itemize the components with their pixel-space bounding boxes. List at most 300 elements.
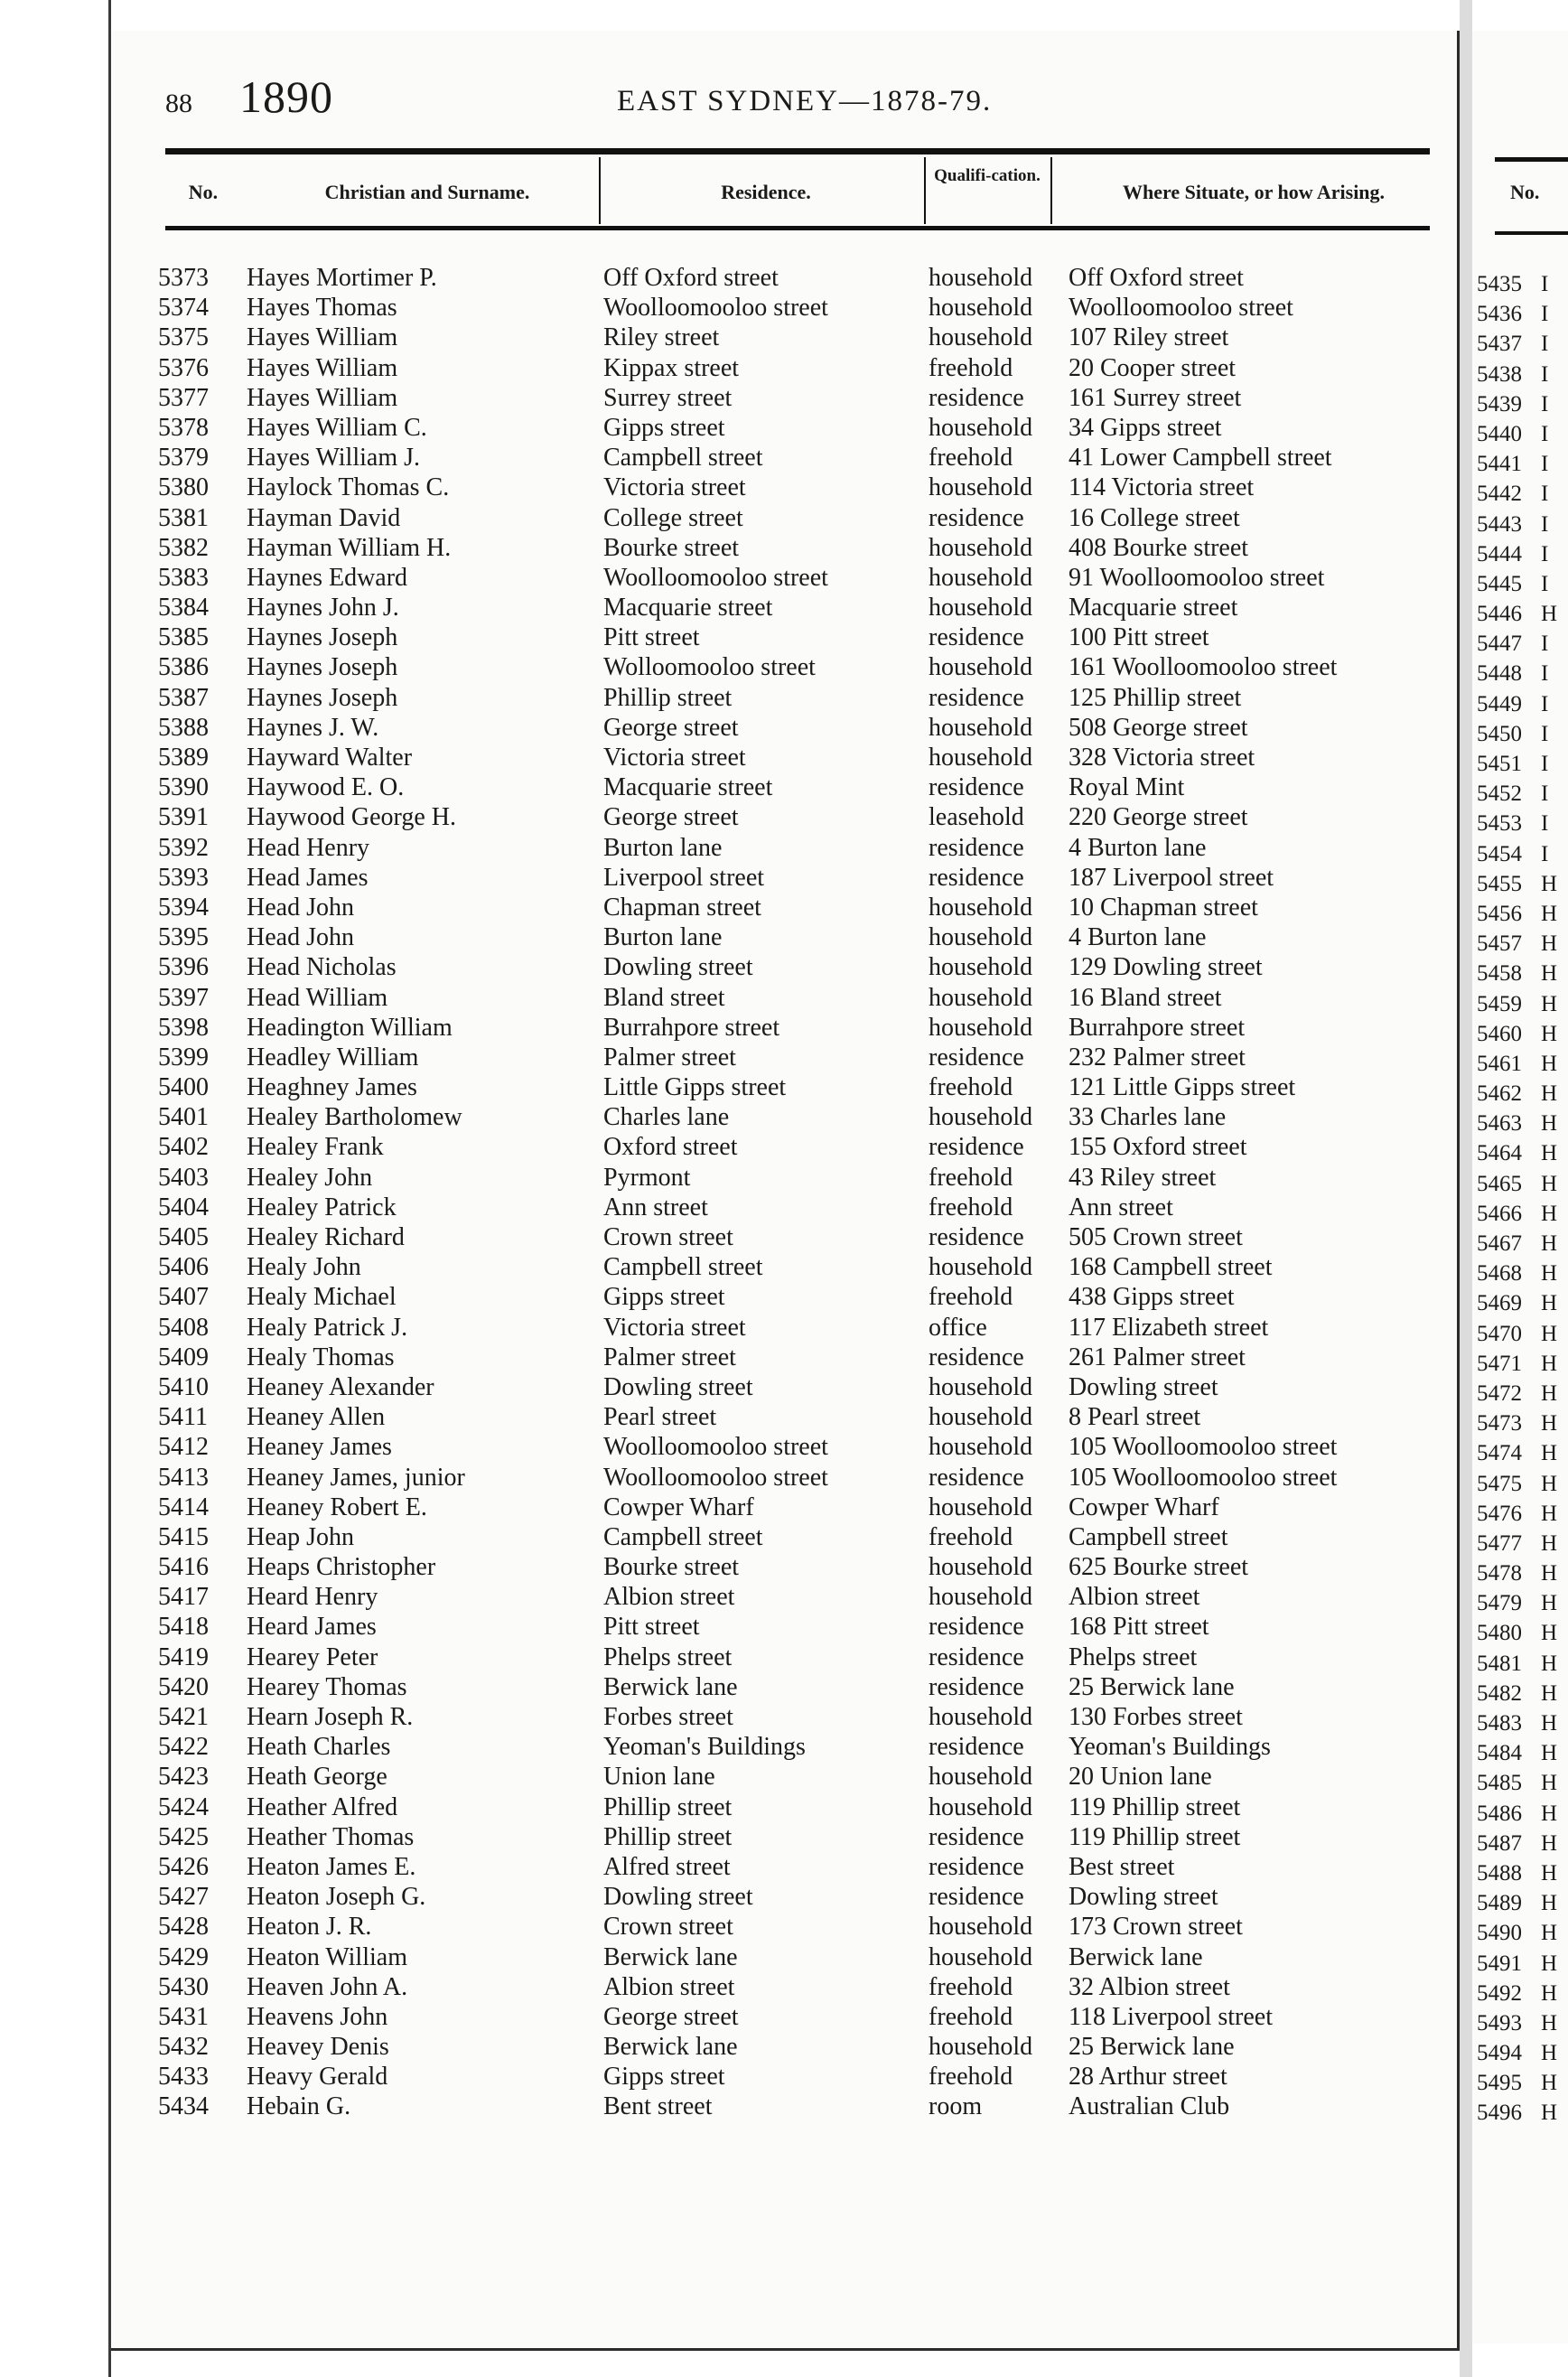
entry-number: 5416 <box>158 1553 209 1582</box>
entry-residence: Bourke street <box>603 533 740 562</box>
next-page-entry-fragment: I <box>1541 752 1549 776</box>
entry-qualification: residence <box>929 1343 1024 1371</box>
next-page-entry-number: 5445 <box>1477 571 1522 596</box>
entry-name: Haynes Edward <box>247 563 408 592</box>
entry-number: 5383 <box>158 563 209 592</box>
entry-residence: Berwick lane <box>603 2033 738 2062</box>
next-page-entry-number: 5439 <box>1477 391 1522 416</box>
entry-qualification: household <box>929 1103 1033 1132</box>
entry-residence: Crown street <box>603 1913 733 1942</box>
next-page-rule-bottom <box>1495 231 1568 235</box>
entry-where: Best street <box>1069 1852 1175 1881</box>
entry-where: Burrahpore street <box>1069 1013 1246 1042</box>
entry-name: Headington William <box>247 1013 453 1042</box>
entry-qualification: household <box>929 563 1033 592</box>
entry-name: Haynes John J. <box>247 594 399 622</box>
page-year: 1890 <box>239 71 333 122</box>
entry-qualification: household <box>929 1493 1033 1521</box>
next-page-entry-number: 5490 <box>1477 1921 1522 1946</box>
entry-number: 5387 <box>158 683 209 712</box>
entry-name: Headley William <box>247 1043 419 1072</box>
table-row <box>111 922 1457 952</box>
entry-where: 261 Palmer street <box>1069 1343 1246 1371</box>
next-page-entry-fragment: I <box>1541 302 1549 327</box>
table-row <box>111 353 1457 383</box>
entry-where: 328 Victoria street <box>1069 744 1255 772</box>
entry-qualification: household <box>929 1583 1033 1612</box>
entry-where: 155 Oxford street <box>1069 1133 1247 1162</box>
entry-where: Yeoman's Buildings <box>1069 1733 1271 1762</box>
entry-where: 625 Bourke street <box>1069 1553 1249 1582</box>
entry-residence: Yeoman's Buildings <box>603 1733 806 1762</box>
entry-qualification: freehold <box>929 353 1013 382</box>
next-page-entry-fragment: H <box>1541 2101 1558 2126</box>
entry-name: Hearey Peter <box>247 1642 378 1671</box>
next-page-entry-fragment: H <box>1541 1591 1558 1616</box>
next-page-entry-fragment: H <box>1541 2041 1558 2066</box>
entry-number: 5385 <box>158 623 209 652</box>
entry-where: 161 Woolloomooloo street <box>1069 653 1338 682</box>
entry-residence: Burton lane <box>603 833 723 862</box>
next-page-entry-fragment: H <box>1541 1711 1558 1736</box>
entry-name: Heaghney James <box>247 1073 417 1102</box>
next-page-entry-number: 5465 <box>1477 1171 1522 1196</box>
entry-name: Head John <box>247 923 354 952</box>
next-page-entry-fragment: H <box>1541 1081 1558 1107</box>
entry-residence: Pitt street <box>603 1613 700 1642</box>
entry-residence: Berwick lane <box>603 1672 738 1701</box>
next-page-entry-number: 5479 <box>1477 1591 1522 1616</box>
entry-number: 5374 <box>158 294 209 323</box>
next-page-entry-fragment: H <box>1541 1201 1558 1226</box>
table-row <box>111 2092 1457 2121</box>
entry-name: Heaps Christopher <box>247 1553 436 1582</box>
entry-qualification: freehold <box>929 1283 1013 1312</box>
entry-number: 5396 <box>158 953 209 982</box>
next-page-entry-number: 5485 <box>1477 1771 1522 1796</box>
entry-number: 5379 <box>158 444 209 473</box>
next-page-entry-number: 5494 <box>1477 2041 1522 2066</box>
next-page-entry-number: 5472 <box>1477 1380 1522 1406</box>
entry-where: 43 Riley street <box>1069 1163 1217 1192</box>
table-row <box>111 683 1457 713</box>
entry-number: 5415 <box>158 1522 209 1551</box>
entry-qualification: household <box>929 323 1033 352</box>
next-page-entry-number: 5481 <box>1477 1651 1522 1676</box>
entry-name: Hayes William <box>247 323 398 352</box>
entry-name: Heath Charles <box>247 1733 391 1762</box>
next-page-entry-fragment: I <box>1541 421 1549 446</box>
entry-qualification: residence <box>929 1223 1024 1251</box>
next-page-entry-number: 5462 <box>1477 1081 1522 1107</box>
entry-number: 5384 <box>158 594 209 622</box>
entry-qualification: residence <box>929 1672 1024 1701</box>
entry-where: 20 Union lane <box>1069 1763 1212 1792</box>
table-row <box>111 263 1457 293</box>
entry-name: Healey Richard <box>247 1223 405 1251</box>
entry-qualification: residence <box>929 383 1024 412</box>
next-page-entry-fragment: H <box>1541 1561 1558 1586</box>
entry-where: 121 Little Gipps street <box>1069 1073 1296 1102</box>
entry-qualification: residence <box>929 683 1024 712</box>
next-page-entry-fragment: H <box>1541 1261 1558 1287</box>
entry-where: 168 Pitt street <box>1069 1613 1209 1642</box>
entry-residence: Kippax street <box>603 353 740 382</box>
entry-where: 41 Lower Campbell street <box>1069 444 1332 473</box>
next-page-entry-fragment: I <box>1541 452 1549 477</box>
entry-where: 408 Bourke street <box>1069 533 1249 562</box>
entry-name: Healy John <box>247 1253 361 1282</box>
entry-name: Haynes Joseph <box>247 683 398 712</box>
entry-name: Hearn Joseph R. <box>247 1703 414 1731</box>
entry-number: 5427 <box>158 1883 209 1912</box>
entry-residence: Bent street <box>603 2092 713 2121</box>
next-page-entry-fragment: H <box>1541 1651 1558 1676</box>
next-page-entry-fragment: H <box>1541 1860 1558 1886</box>
entry-name: Healey Bartholomew <box>247 1103 462 1132</box>
entry-number: 5431 <box>158 2002 209 2031</box>
table-row <box>111 2002 1457 2032</box>
entry-number: 5432 <box>158 2033 209 2062</box>
entry-qualification: freehold <box>929 2063 1013 2092</box>
column-header-qualification: Qualifi-cation. <box>934 166 1041 185</box>
next-page-entry-number: 5449 <box>1477 691 1522 716</box>
next-page-entry-number: 5483 <box>1477 1711 1522 1736</box>
entry-where: 130 Forbes street <box>1069 1703 1243 1731</box>
header-rule-top <box>165 148 1430 154</box>
next-page-entry-number: 5435 <box>1477 272 1522 296</box>
entry-name: Hayes William <box>247 353 398 382</box>
next-page-entry-number: 5492 <box>1477 1980 1522 2006</box>
next-page-entry-number: 5450 <box>1477 721 1522 746</box>
entry-qualification: freehold <box>929 1522 1013 1551</box>
table-row <box>111 1493 1457 1522</box>
table-row <box>111 1282 1457 1312</box>
entry-where: 129 Dowling street <box>1069 953 1263 982</box>
table-row <box>111 1193 1457 1222</box>
entry-where: Woolloomooloo street <box>1069 294 1293 323</box>
table-row <box>111 1463 1457 1493</box>
entry-qualification: household <box>929 713 1033 742</box>
entry-where: 161 Surrey street <box>1069 383 1242 412</box>
table-row <box>111 1132 1457 1162</box>
entry-qualification: residence <box>929 1733 1024 1762</box>
entry-number: 5400 <box>158 1073 209 1102</box>
entry-qualification: residence <box>929 503 1024 532</box>
next-page-entry-number: 5486 <box>1477 1801 1522 1826</box>
entry-name: Healy Michael <box>247 1283 397 1312</box>
entry-where: Dowling street <box>1069 1372 1218 1401</box>
table-row <box>111 772 1457 802</box>
entry-where: 117 Elizabeth street <box>1069 1313 1269 1342</box>
entry-residence: Riley street <box>603 323 720 352</box>
next-page-entry-number: 5482 <box>1477 1680 1522 1706</box>
entry-qualification: household <box>929 744 1033 772</box>
table-row <box>111 1792 1457 1822</box>
next-page-entry-number: 5455 <box>1477 871 1522 896</box>
entry-qualification: freehold <box>929 1193 1013 1221</box>
next-page-entry-number: 5468 <box>1477 1261 1522 1287</box>
entry-where: Berwick lane <box>1069 1942 1203 1971</box>
next-page-entry-fragment: I <box>1541 482 1549 507</box>
entry-number: 5382 <box>158 533 209 562</box>
table-row <box>111 1372 1457 1402</box>
next-page-entry-fragment: I <box>1541 332 1549 357</box>
next-page-entry-number: 5457 <box>1477 931 1522 957</box>
next-page-entry-fragment: H <box>1541 1051 1558 1076</box>
next-page-entry-number: 5464 <box>1477 1141 1522 1166</box>
entry-residence: Little Gipps street <box>603 1073 787 1102</box>
entry-qualification: household <box>929 1253 1033 1282</box>
entry-residence: Campbell street <box>603 1253 763 1282</box>
next-page-rule-top <box>1495 157 1568 162</box>
entry-number: 5433 <box>158 2063 209 2092</box>
entry-name: Hayes Mortimer P. <box>247 264 437 292</box>
table-row <box>111 622 1457 652</box>
entry-name: Head John <box>247 893 354 922</box>
entry-number: 5381 <box>158 503 209 532</box>
book-gutter <box>1460 0 1472 2377</box>
table-row <box>111 323 1457 352</box>
next-page-entry-fragment: H <box>1541 2010 1558 2035</box>
table-row <box>111 1882 1457 1912</box>
entry-qualification: household <box>929 1703 1033 1731</box>
entry-where: 508 George street <box>1069 713 1248 742</box>
entry-residence: Victoria street <box>603 473 746 502</box>
entry-number: 5418 <box>158 1613 209 1642</box>
entry-name: Healy Patrick J. <box>247 1313 408 1342</box>
entry-qualification: household <box>929 653 1033 682</box>
entry-residence: Liverpool street <box>603 863 765 892</box>
next-page-entry-fragment: H <box>1541 1680 1558 1706</box>
next-page-entry-number: 5474 <box>1477 1441 1522 1466</box>
next-page-entry-number: 5443 <box>1477 511 1522 537</box>
next-page-entry-fragment: H <box>1541 1171 1558 1196</box>
entry-residence: Oxford street <box>603 1133 738 1162</box>
entry-residence: Crown street <box>603 1223 733 1251</box>
table-row <box>111 1402 1457 1432</box>
next-page-entry-fragment: H <box>1541 1921 1558 1946</box>
entry-number: 5413 <box>158 1463 209 1492</box>
entry-qualification: household <box>929 923 1033 952</box>
table-row <box>111 952 1457 982</box>
next-page-entry-fragment: H <box>1541 1830 1558 1856</box>
table-row <box>111 1313 1457 1343</box>
entry-qualification: household <box>929 1913 1033 1942</box>
entry-number: 5398 <box>158 1013 209 1042</box>
entry-qualification: residence <box>929 1613 1024 1642</box>
entry-residence: Palmer street <box>603 1043 736 1072</box>
table-row <box>111 983 1457 1013</box>
entry-residence: Campbell street <box>603 1522 763 1551</box>
entry-residence: Burrahpore street <box>603 1013 780 1042</box>
next-page-entry-number: 5461 <box>1477 1051 1522 1076</box>
entry-qualification: household <box>929 413 1033 442</box>
entry-residence: Chapman street <box>603 893 761 922</box>
entry-where: Ann street <box>1069 1193 1173 1221</box>
entry-residence: College street <box>603 503 743 532</box>
next-page-entry-fragment: I <box>1541 811 1549 837</box>
entry-name: Heard Henry <box>247 1583 378 1612</box>
entry-number: 5377 <box>158 383 209 412</box>
entry-residence: Victoria street <box>603 1313 746 1342</box>
entry-where: 107 Riley street <box>1069 323 1229 352</box>
entry-name: Healey Frank <box>247 1133 384 1162</box>
entry-qualification: household <box>929 2033 1033 2062</box>
entry-qualification: household <box>929 473 1033 502</box>
entry-number: 5412 <box>158 1433 209 1462</box>
table-row <box>111 1102 1457 1132</box>
next-page-entry-number: 5448 <box>1477 661 1522 687</box>
next-page-entry-number: 5473 <box>1477 1411 1522 1436</box>
entry-qualification: freehold <box>929 444 1013 473</box>
next-page-entry-fragment: H <box>1541 1111 1558 1137</box>
entry-name: Heaven John A. <box>247 1972 408 2001</box>
entry-qualification: residence <box>929 1043 1024 1072</box>
entry-name: Heaton Joseph G. <box>247 1883 426 1912</box>
entry-number: 5429 <box>158 1942 209 1971</box>
entry-qualification: household <box>929 1553 1033 1582</box>
table-row <box>111 1732 1457 1762</box>
column-separator <box>1050 157 1052 224</box>
entry-name: Haylock Thomas C. <box>247 473 450 502</box>
entry-qualification: freehold <box>929 1972 1013 2001</box>
table-row <box>111 1852 1457 1882</box>
next-page-entry-fragment: I <box>1541 571 1549 596</box>
entry-name: Hayes Thomas <box>247 294 397 323</box>
entry-residence: Macquarie street <box>603 773 773 802</box>
entry-where: 119 Phillip street <box>1069 1822 1241 1851</box>
next-page-edge <box>1472 31 1568 2344</box>
entry-qualification: household <box>929 1403 1033 1432</box>
next-page-entry-number: 5470 <box>1477 1321 1522 1346</box>
entry-residence: Pearl street <box>603 1403 717 1432</box>
next-page-entry-fragment: H <box>1541 2071 1558 2096</box>
entry-residence: Bourke street <box>603 1553 740 1582</box>
next-page-entry-fragment: I <box>1541 781 1549 807</box>
next-page-entry-number: 5496 <box>1477 2101 1522 2126</box>
entry-name: Heather Alfred <box>247 1792 398 1821</box>
entry-residence: Macquarie street <box>603 594 773 622</box>
next-page-entry-fragment: I <box>1541 841 1549 866</box>
next-page-entry-number: 5447 <box>1477 632 1522 657</box>
table-row <box>111 1343 1457 1372</box>
entry-name: Haynes J. W. <box>247 713 379 742</box>
entry-number: 5391 <box>158 803 209 832</box>
next-page-entry-fragment: H <box>1541 1801 1558 1826</box>
entry-where: 168 Campbell street <box>1069 1253 1273 1282</box>
next-page-entry-number: 5451 <box>1477 752 1522 776</box>
page-number: 88 <box>165 89 192 118</box>
next-page-entry-fragment: I <box>1541 391 1549 416</box>
table-row <box>111 473 1457 502</box>
table-row <box>111 1702 1457 1732</box>
next-page-entry-fragment: H <box>1541 1231 1558 1256</box>
entry-qualification: office <box>929 1313 987 1342</box>
table-row <box>111 743 1457 772</box>
entry-residence: Campbell street <box>603 444 763 473</box>
entry-qualification: household <box>929 533 1033 562</box>
entry-name: Hayman William H. <box>247 533 452 562</box>
entry-residence: Wolloomooloo street <box>603 653 816 682</box>
entry-number: 5375 <box>158 323 209 352</box>
entry-number: 5423 <box>158 1763 209 1792</box>
entry-where: 125 Phillip street <box>1069 683 1242 712</box>
next-page-entry-number: 5488 <box>1477 1860 1522 1886</box>
entry-name: Haywood George H. <box>247 803 456 832</box>
entry-residence: Dowling street <box>603 1883 753 1912</box>
table-row <box>111 1013 1457 1043</box>
entry-name: Heavy Gerald <box>247 2063 388 2092</box>
entry-number: 5373 <box>158 264 209 292</box>
entry-where: 114 Victoria street <box>1069 473 1255 502</box>
entry-name: Head Henry <box>247 833 370 862</box>
entry-number: 5422 <box>158 1733 209 1762</box>
entry-name: Haywood E. O. <box>247 773 405 802</box>
entry-number: 5419 <box>158 1642 209 1671</box>
next-page-entry-fragment: H <box>1541 1980 1558 2006</box>
next-page-entry-fragment: I <box>1541 361 1549 387</box>
entry-qualification: household <box>929 1013 1033 1042</box>
entry-where: Dowling street <box>1069 1883 1218 1912</box>
next-page-entry-number: 5459 <box>1477 991 1522 1016</box>
table-row <box>111 1252 1457 1282</box>
table-row <box>111 713 1457 743</box>
entry-where: 105 Woolloomooloo street <box>1069 1463 1338 1492</box>
entry-where: 8 Pearl street <box>1069 1403 1201 1432</box>
entry-residence: Dowling street <box>603 953 753 982</box>
entry-where: 10 Chapman street <box>1069 893 1258 922</box>
next-page-entry-number: 5491 <box>1477 1951 1522 1976</box>
entry-residence: Surrey street <box>603 383 733 412</box>
next-page-entry-fragment: H <box>1541 1291 1558 1316</box>
entry-number: 5401 <box>158 1103 209 1132</box>
next-page-entry-fragment: H <box>1541 991 1558 1016</box>
entry-qualification: household <box>929 893 1033 922</box>
entry-name: Heaney James <box>247 1433 392 1462</box>
table-row <box>111 1942 1457 1972</box>
entry-where: 25 Berwick lane <box>1069 2033 1235 2062</box>
entry-name: Healy Thomas <box>247 1343 395 1371</box>
entry-qualification: residence <box>929 1822 1024 1851</box>
next-page-entry-fragment: H <box>1541 1141 1558 1166</box>
entry-qualification: residence <box>929 833 1024 862</box>
entry-where: 32 Albion street <box>1069 1972 1230 2001</box>
entry-number: 5421 <box>158 1703 209 1731</box>
next-page-entry-number: 5444 <box>1477 541 1522 566</box>
next-page-entry-fragment: H <box>1541 1951 1558 1976</box>
column-header-name: Christian and Surname. <box>324 181 530 203</box>
entry-residence: Woolloomooloo street <box>603 563 828 592</box>
entry-where: 28 Arthur street <box>1069 2063 1227 2092</box>
entry-name: Hayman David <box>247 503 401 532</box>
entry-where: 505 Crown street <box>1069 1223 1243 1251</box>
entry-residence: Gipps street <box>603 2063 725 2092</box>
entry-name: Healey John <box>247 1163 373 1192</box>
entry-where: 173 Crown street <box>1069 1913 1243 1942</box>
next-page-entry-number: 5478 <box>1477 1561 1522 1586</box>
next-page-entry-number: 5440 <box>1477 421 1522 446</box>
entry-where: Albion street <box>1069 1583 1200 1612</box>
entry-qualification: household <box>929 294 1033 323</box>
next-page-entry-number: 5487 <box>1477 1830 1522 1856</box>
entry-qualification: freehold <box>929 2002 1013 2031</box>
entry-qualification: residence <box>929 773 1024 802</box>
next-page-entry-number: 5453 <box>1477 811 1522 837</box>
entry-name: Healey Patrick <box>247 1193 397 1221</box>
entry-residence: Pitt street <box>603 623 700 652</box>
entry-where: 119 Phillip street <box>1069 1792 1241 1821</box>
